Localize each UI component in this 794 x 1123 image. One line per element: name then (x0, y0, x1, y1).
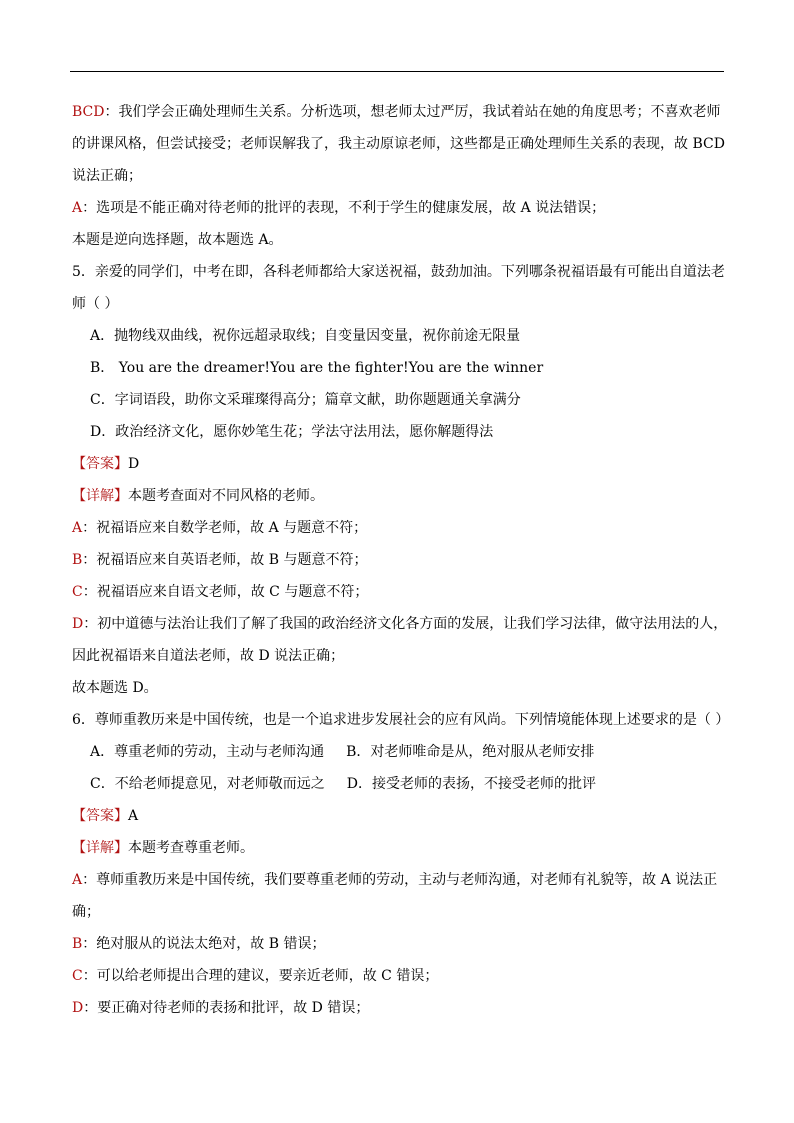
option-key: BCD (72, 104, 105, 120)
q5-answer (72, 448, 734, 480)
q5-stem-cont: 师（ ） (72, 296, 119, 312)
analysis-text: ：初中道德与法治让我们了解了我国的政治经济文化各方面的发展，让我们学习法律，做守法用法的人， (83, 616, 728, 632)
q5-option-b: B． You are the dreamer!You are the fighter!You are the winner (90, 360, 544, 376)
q4-analysis-bcd-cont2: 说法正确； (72, 168, 142, 184)
q6-analysis-d (72, 992, 734, 1024)
analysis-text: ：要正确对待老师的表扬和批评，故 D 错误； (83, 1000, 370, 1016)
option-key: A (72, 520, 83, 536)
answer-value: D (128, 456, 140, 472)
q4-analysis-bcd (72, 96, 734, 128)
header-rule (70, 71, 724, 72)
q5-analysis-b (72, 544, 734, 576)
q5-analysis-d-cont: 因此祝福语来自道法老师，故 D 说法正确； (72, 648, 345, 664)
analysis-text: ：祝福语应来自语文老师，故 C 与题意不符； (82, 584, 369, 600)
answer-label: 答案 (86, 808, 114, 824)
bracket-close: 】 (114, 456, 128, 472)
bracket-open: 【 (72, 840, 86, 856)
bracket-close: 】 (114, 488, 128, 504)
detail-text: 本题考查面对不同风格的老师。 (128, 488, 324, 504)
q5-option-a: A．抛物线双曲线，祝你远超录取线；自变量因变量，祝你前途无限量 (90, 328, 521, 344)
q6-analysis-a-cont: 确； (72, 904, 100, 920)
analysis-text: ：选项是不能正确对待老师的批评的表现，不利于学生的健康发展，故 A 说法错误； (82, 200, 606, 216)
analysis-text: ：尊师重教历来是中国传统，我们要尊重老师的劳动，主动与老师沟通，对老师有礼貌等，故 A 说法正 (82, 872, 718, 888)
detail-text: 本题考查尊重老师。 (128, 840, 254, 856)
option-key: D (72, 616, 84, 632)
analysis-text: ：可以给老师提出合理的建议，要亲近老师，故 C 错误； (82, 968, 439, 984)
q4-analysis-bcd-cont: 的讲课风格，但尝试接受；老师误解我了，我主动原谅老师，这些都是正确处理师生关系的表现，故 BCD (72, 136, 725, 152)
q6-options-row-1 (72, 736, 734, 768)
q4-analysis-a (72, 192, 734, 224)
q6-analysis-b (72, 928, 734, 960)
option-key: C (72, 584, 83, 600)
answer-label: 答案 (86, 456, 114, 472)
q6-options-row-2 (72, 768, 734, 800)
q5-option-c: C．字词语段，助你文采璀璨得高分；篇章文献，助你题题通关拿满分 (90, 392, 521, 408)
q6-option-b: B．对老师唯命是从，绝对服从老师安排 (346, 744, 595, 760)
q6-option-c: C．不给老师提意见，对老师敬而远之 (90, 776, 325, 792)
q6-answer (72, 800, 734, 832)
option-key: A (72, 872, 83, 888)
q5-option-d: D．政治经济文化，愿你妙笔生花；学法守法用法，愿你解题得法 (90, 424, 494, 440)
document-body (72, 96, 734, 1024)
q5-conclusion: 故本题选 D。 (72, 680, 158, 696)
q5-analysis-d (72, 608, 734, 640)
q6-detail (72, 832, 734, 864)
q5-detail (72, 480, 734, 512)
option-key: B (72, 936, 83, 952)
bracket-close: 】 (114, 840, 128, 856)
bracket-open: 【 (72, 808, 86, 824)
option-key: C (72, 968, 83, 984)
q6-option-d: D．接受老师的表扬，不接受老师的批评 (346, 776, 596, 792)
q5-analysis-a (72, 512, 734, 544)
detail-label: 详解 (86, 840, 114, 856)
q5-stem: 5．亲爱的同学们，中考在即，各科老师都给大家送祝福，鼓劲加油。下列哪条祝福语最有可能出自道法老 (72, 264, 725, 280)
q6-stem: 6．尊师重教历来是中国传统，也是一个追求进步发展社会的应有风尚。下列情境能体现上述要求的是（ ） (72, 712, 730, 728)
option-key: B (72, 552, 83, 568)
analysis-text: ：祝福语应来自数学老师，故 A 与题意不符； (82, 520, 368, 536)
bracket-close: 】 (114, 808, 128, 824)
option-key: D (72, 1000, 84, 1016)
answer-value: A (128, 808, 139, 824)
q6-analysis-a (72, 864, 734, 896)
bracket-open: 【 (72, 488, 86, 504)
q4-conclusion: 本题是逆向选择题，故本题选 A。 (72, 232, 283, 248)
analysis-text: ：祝福语应来自英语老师，故 B 与题意不符； (82, 552, 368, 568)
analysis-text: ：绝对服从的说法太绝对，故 B 错误； (82, 936, 326, 952)
q6-option-a: A．尊重老师的劳动，主动与老师沟通 (90, 744, 325, 760)
option-key: A (72, 200, 83, 216)
detail-label: 详解 (86, 488, 114, 504)
analysis-text: ：我们学会正确处理师生关系。分析选项，想老师太过严厉，我试着站在她的角度思考；不喜欢老师 (104, 104, 721, 120)
bracket-open: 【 (72, 456, 86, 472)
q5-analysis-c (72, 576, 734, 608)
q6-analysis-c (72, 960, 734, 992)
